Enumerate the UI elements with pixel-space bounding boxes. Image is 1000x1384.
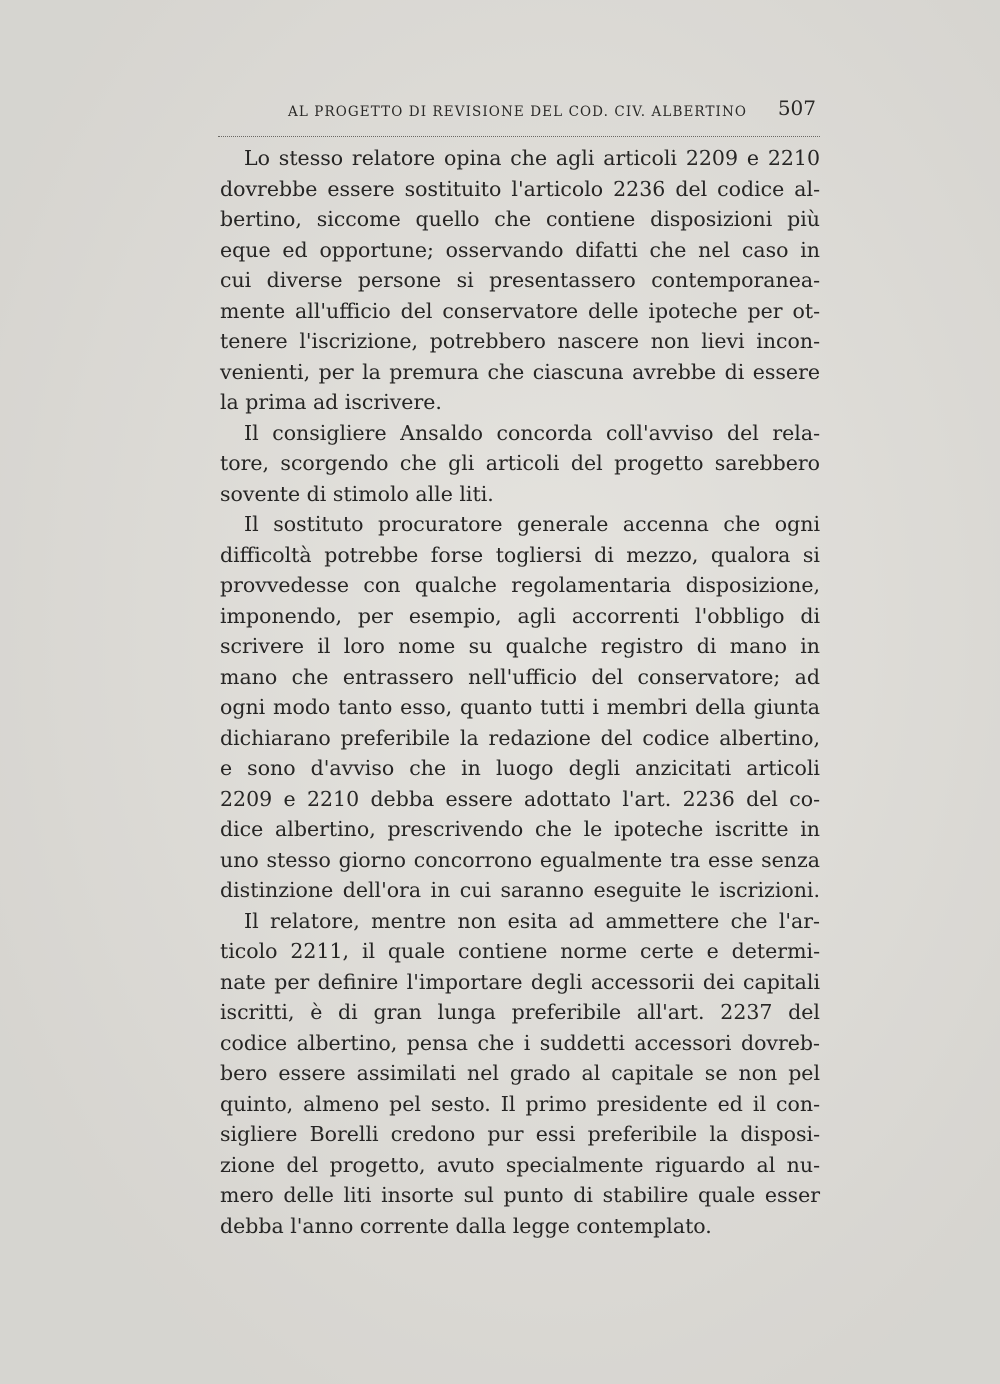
- text-line: tenere l'iscrizione, potrebbero nascere non lievi incon-: [220, 329, 820, 353]
- text-line: nate per definire l'importare degli accessorii dei capitali: [220, 969, 820, 994]
- text-line: venienti, per la premura che ciascuna avrebbe di essere: [220, 359, 820, 384]
- page-number: 507: [777, 96, 816, 120]
- text-line: debba l'anno corrente dalla legge contemplato.: [220, 1213, 712, 1238]
- text-line: tore, scorgendo che gli articoli del progetto sarebbero: [220, 451, 820, 475]
- text-line: Il sostituto procuratore generale accenna che ogni: [244, 512, 820, 536]
- text-line: la prima ad iscrivere.: [220, 390, 442, 414]
- running-title: AL PROGETTO DI REVISIONE DEL COD. CIV. ALBERTINO: [288, 104, 748, 120]
- text-line: mano che entrassero nell'ufficio del conservatore; ad: [220, 664, 820, 689]
- text-line: sigliere Borelli credono pur essi preferibile la disposi-: [220, 1122, 820, 1146]
- text-line: provvedesse con qualche regolamentaria disposizione,: [220, 573, 820, 597]
- text-line: bertino, siccome quello che contiene disposizioni più: [220, 207, 820, 231]
- text-line: difficoltà potrebbe forse togliersi di mezzo, qualora si: [220, 542, 820, 567]
- text-line: zione del progetto, avuto specialmente riguardo al nu-: [220, 1152, 820, 1177]
- text-line: 2209 e 2210 debba essere adottato l'art. 2236 del co-: [220, 786, 820, 811]
- text-line: imponendo, per esempio, agli accorrenti l'obbligo di: [220, 603, 820, 628]
- text-line: Lo stesso relatore opina che agli articoli 2209 e 2210: [244, 146, 820, 170]
- text-line: eque ed opportune; osservando difatti che nel caso in: [220, 237, 820, 262]
- text-line: bero essere assimilati nel grado al capitale se non pel: [220, 1061, 820, 1085]
- text-line: dichiarano preferibile la redazione del codice albertino,: [220, 725, 820, 750]
- body-text: [220, 143, 820, 1241]
- text-line: cui diverse persone si presentassero contemporanea-: [220, 268, 820, 292]
- text-line: iscritti, è di gran lunga preferibile all'art. 2237 del: [220, 1000, 820, 1024]
- text-line: ticolo 2211, il quale contiene norme certe e determi-: [220, 939, 820, 963]
- running-head: [218, 96, 820, 137]
- text-line: mero delle liti insorte sul punto di stabilire quale esser: [220, 1183, 820, 1207]
- text-line: mente all'ufficio del conservatore delle ipoteche per ot-: [220, 298, 820, 323]
- text-line: quinto, almeno pel sesto. Il primo presidente ed il con-: [220, 1091, 820, 1116]
- text-line: codice albertino, pensa che i suddetti accessori dovreb-: [220, 1030, 820, 1055]
- text-line: ogni modo tanto esso, quanto tutti i membri della giunta: [220, 695, 820, 719]
- text-line: scrivere il loro nome su qualche registro di mano in: [220, 634, 820, 658]
- text-line: sovente di stimolo alle liti.: [220, 481, 494, 506]
- text-line: distinzione dell'ora in cui saranno eseguite le iscrizioni.: [220, 878, 820, 902]
- text-line: Il consigliere Ansaldo concorda coll'avviso del rela-: [244, 420, 820, 445]
- text-line: dice albertino, prescrivendo che le ipoteche iscritte in: [220, 817, 820, 841]
- text-line: uno stesso giorno concorrono egualmente tra esse senza: [220, 847, 820, 872]
- text-line: e sono d'avviso che in luogo degli anzicitati articoli: [220, 756, 820, 780]
- text-line: dovrebbe essere sostituito l'articolo 2236 del codice al-: [220, 176, 820, 201]
- text-line: Il relatore, mentre non esita ad ammettere che l'ar-: [244, 908, 820, 933]
